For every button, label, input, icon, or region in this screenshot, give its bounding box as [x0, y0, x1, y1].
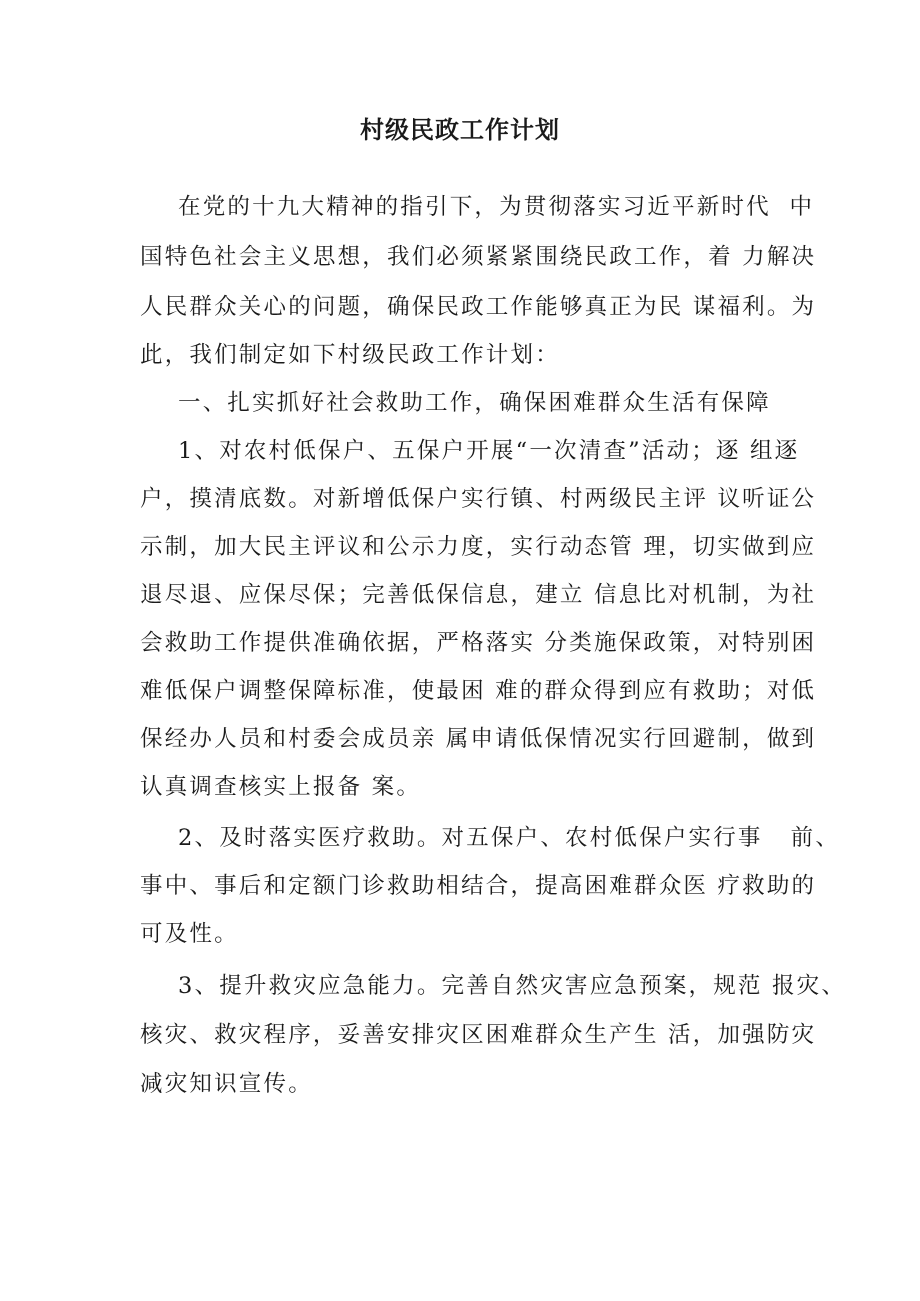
section-heading: 一、扎实抓好社会救助工作，确保困难群众生活有保障 — [178, 390, 771, 416]
body-line: 示制，加大民主评议和公示力度，实行动态管 理，切实做到应 — [140, 534, 817, 560]
body-line: 国特色社会主义思想，我们必须紧紧围绕民政工作，着 力解决 — [140, 244, 817, 270]
body-line: 会救助工作提供准确依据，严格落实 分类施保政策，对特别困 — [140, 630, 817, 656]
document-title: 村级民政工作计划 — [360, 116, 560, 144]
body-line: 难低保户调整保障标准，使最困 难的群众得到应有救助；对低 — [140, 678, 817, 704]
body-line: 事中、事后和定额门诊救助相结合，提高困难群众医 疗救助的 — [140, 873, 817, 899]
body-line: 减灾知识宣传。 — [140, 1071, 313, 1097]
body-line: 认真调查核实上报备 案。 — [140, 774, 422, 800]
body-line: 1、对农村低保户、五保户开展“一次清查”活动；逐 组逐 — [178, 438, 800, 464]
body-line: 户，摸清底数。对新增低保户实行镇、村两级民主评 议听证公 — [140, 486, 817, 512]
body-line: 退尽退、应保尽保；完善低保信息，建立 信息比对机制，为社 — [140, 582, 817, 608]
body-line: 可及性。 — [140, 921, 239, 947]
body-line: 核灾、救灾程序，妥善安排灾区困难群众生产生 活，加强防灾 — [140, 1022, 817, 1048]
body-line: 保经办人员和村委会成员亲 属申请低保情况实行回避制，做到 — [140, 726, 817, 752]
body-line: 3、提升救灾应急能力。完善自然灾害应急预案，规范 报灾、 — [178, 973, 847, 999]
body-line: 此，我们制定如下村级民政工作计划： — [140, 342, 560, 368]
body-line: 2、及时落实医疗救助。对五保户、农村低保户实行事 前、 — [178, 825, 841, 851]
body-line: 在党的十九大精神的指引下，为贯彻落实习近平新时代 中 — [178, 194, 815, 220]
body-line: 人民群众关心的问题，确保民政工作能够真正为民 谋福利。为 — [140, 294, 817, 320]
